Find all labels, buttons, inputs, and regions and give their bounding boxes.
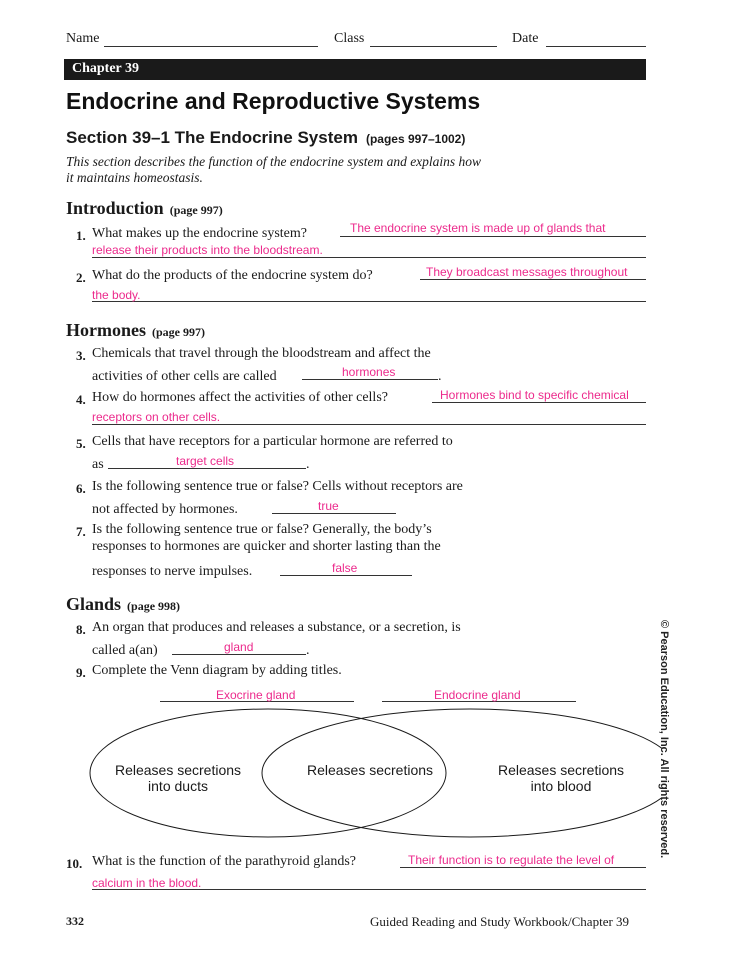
q8-text-2: called a(an) bbox=[92, 643, 158, 658]
section-title-text: Section 39–1 The Endocrine System bbox=[66, 128, 358, 147]
q4-number: 4. bbox=[76, 392, 86, 407]
q7-text-1: Is the following sentence true or false? Generally, the body’s bbox=[92, 522, 432, 537]
q2-answer-2: the body. bbox=[92, 288, 141, 302]
q5-text-1: Cells that have receptors for a particular hormone are referred to bbox=[92, 434, 453, 449]
q10-number: 10. bbox=[66, 856, 83, 871]
hormones-heading bbox=[66, 320, 205, 341]
q1-answer-2: release their products into the bloodstream. bbox=[92, 243, 323, 257]
q8-period: . bbox=[306, 643, 310, 658]
q10-text: What is the function of the parathyroid glands? bbox=[92, 854, 356, 869]
q6-text-2: not affected by hormones. bbox=[92, 502, 238, 517]
date-label: Date bbox=[512, 31, 539, 46]
q2-answer-line-2[interactable] bbox=[92, 286, 646, 302]
q1-answer-1: The endocrine system is made up of glands that bbox=[350, 221, 606, 235]
q4-text: How do hormones affect the activities of other cells? bbox=[92, 390, 388, 405]
section-title bbox=[66, 128, 465, 148]
q5-number: 5. bbox=[76, 436, 86, 451]
q7-answer: false bbox=[332, 561, 358, 575]
class-field[interactable] bbox=[370, 31, 497, 47]
page-title: Endocrine and Reproductive Systems bbox=[66, 88, 481, 114]
q6-answer: true bbox=[318, 499, 339, 513]
q3-text-2: activities of other cells are called bbox=[92, 369, 277, 384]
q2-text: What do the products of the endocrine system do? bbox=[92, 268, 373, 283]
glands-heading-text: Glands bbox=[66, 594, 122, 614]
q8-number: 8. bbox=[76, 622, 86, 637]
q3-number: 3. bbox=[76, 348, 86, 363]
class-label: Class bbox=[334, 31, 365, 46]
q2-number: 2. bbox=[76, 270, 86, 285]
q4-answer-2: receptors on other cells. bbox=[92, 410, 221, 424]
name-field[interactable] bbox=[104, 31, 318, 47]
q8-text-1: An organ that produces and releases a substance, or a secretion, is bbox=[92, 620, 461, 635]
venn-left-text-2: into ducts bbox=[148, 778, 208, 794]
chapter-label: Chapter 39 bbox=[72, 61, 140, 76]
venn-right-text-1: Releases secretions bbox=[497, 762, 625, 778]
venn-left-text bbox=[98, 762, 258, 794]
venn-right-title: Endocrine gland bbox=[434, 688, 521, 702]
q8-answer: gland bbox=[224, 640, 254, 654]
hormones-heading-text: Hormones bbox=[66, 320, 146, 340]
q1-number: 1. bbox=[76, 228, 86, 243]
q2-answer-1: They broadcast messages throughout bbox=[426, 265, 628, 279]
introduction-heading bbox=[66, 198, 223, 219]
q7-number: 7. bbox=[76, 524, 86, 539]
q10-answer-2: calcium in the blood. bbox=[92, 876, 202, 890]
q10-answer-1: Their function is to regulate the level of bbox=[408, 853, 615, 867]
page-number: 332 bbox=[66, 914, 84, 928]
date-field[interactable] bbox=[546, 31, 646, 47]
introduction-pages: (page 997) bbox=[169, 203, 223, 217]
venn-left-text-1: Releases secretions bbox=[114, 762, 242, 778]
venn-middle-text: Releases secretions bbox=[306, 762, 434, 778]
q7-text-3: responses to nerve impulses. bbox=[92, 564, 253, 579]
glands-heading bbox=[66, 594, 180, 615]
copyright-text: © Pearson Education, Inc. All rights reserved. bbox=[658, 620, 670, 859]
q5-answer: target cells bbox=[176, 454, 235, 468]
q5-text-2: as bbox=[92, 457, 104, 472]
q3-text-1: Chemicals that travel through the bloodstream and affect the bbox=[92, 346, 431, 361]
hormones-pages: (page 997) bbox=[152, 325, 205, 339]
copyright-notice bbox=[642, 620, 682, 859]
name-label: Name bbox=[66, 31, 100, 46]
q9-text: Complete the Venn diagram by adding titles. bbox=[92, 663, 342, 678]
q7-text-2: responses to hormones are quicker and shorter lasting than the bbox=[92, 539, 441, 554]
q6-number: 6. bbox=[76, 481, 86, 496]
q4-answer-1: Hormones bind to specific chemical bbox=[440, 388, 629, 402]
glands-pages: (page 998) bbox=[127, 599, 181, 613]
venn-right-text-2: into blood bbox=[530, 778, 592, 794]
section-pages: (pages 997–1002) bbox=[365, 132, 466, 146]
q1-text: What makes up the endocrine system? bbox=[92, 226, 307, 241]
venn-right-text bbox=[484, 762, 638, 794]
section-description-2: it maintains homeostasis. bbox=[66, 170, 203, 185]
q3-period: . bbox=[438, 369, 442, 384]
chapter-bar bbox=[64, 59, 646, 80]
q3-answer: hormones bbox=[342, 365, 396, 379]
q6-text-1: Is the following sentence true or false? Cells without receptors are bbox=[92, 479, 463, 494]
q9-number: 9. bbox=[76, 665, 86, 680]
venn-left-title: Exocrine gland bbox=[216, 688, 296, 702]
footer-book-title: Guided Reading and Study Workbook/Chapter 39 bbox=[370, 914, 630, 929]
section-description-1: This section describes the function of the endocrine system and explains how bbox=[66, 154, 482, 169]
introduction-heading-text: Introduction bbox=[66, 198, 164, 218]
q5-period: . bbox=[306, 457, 310, 472]
